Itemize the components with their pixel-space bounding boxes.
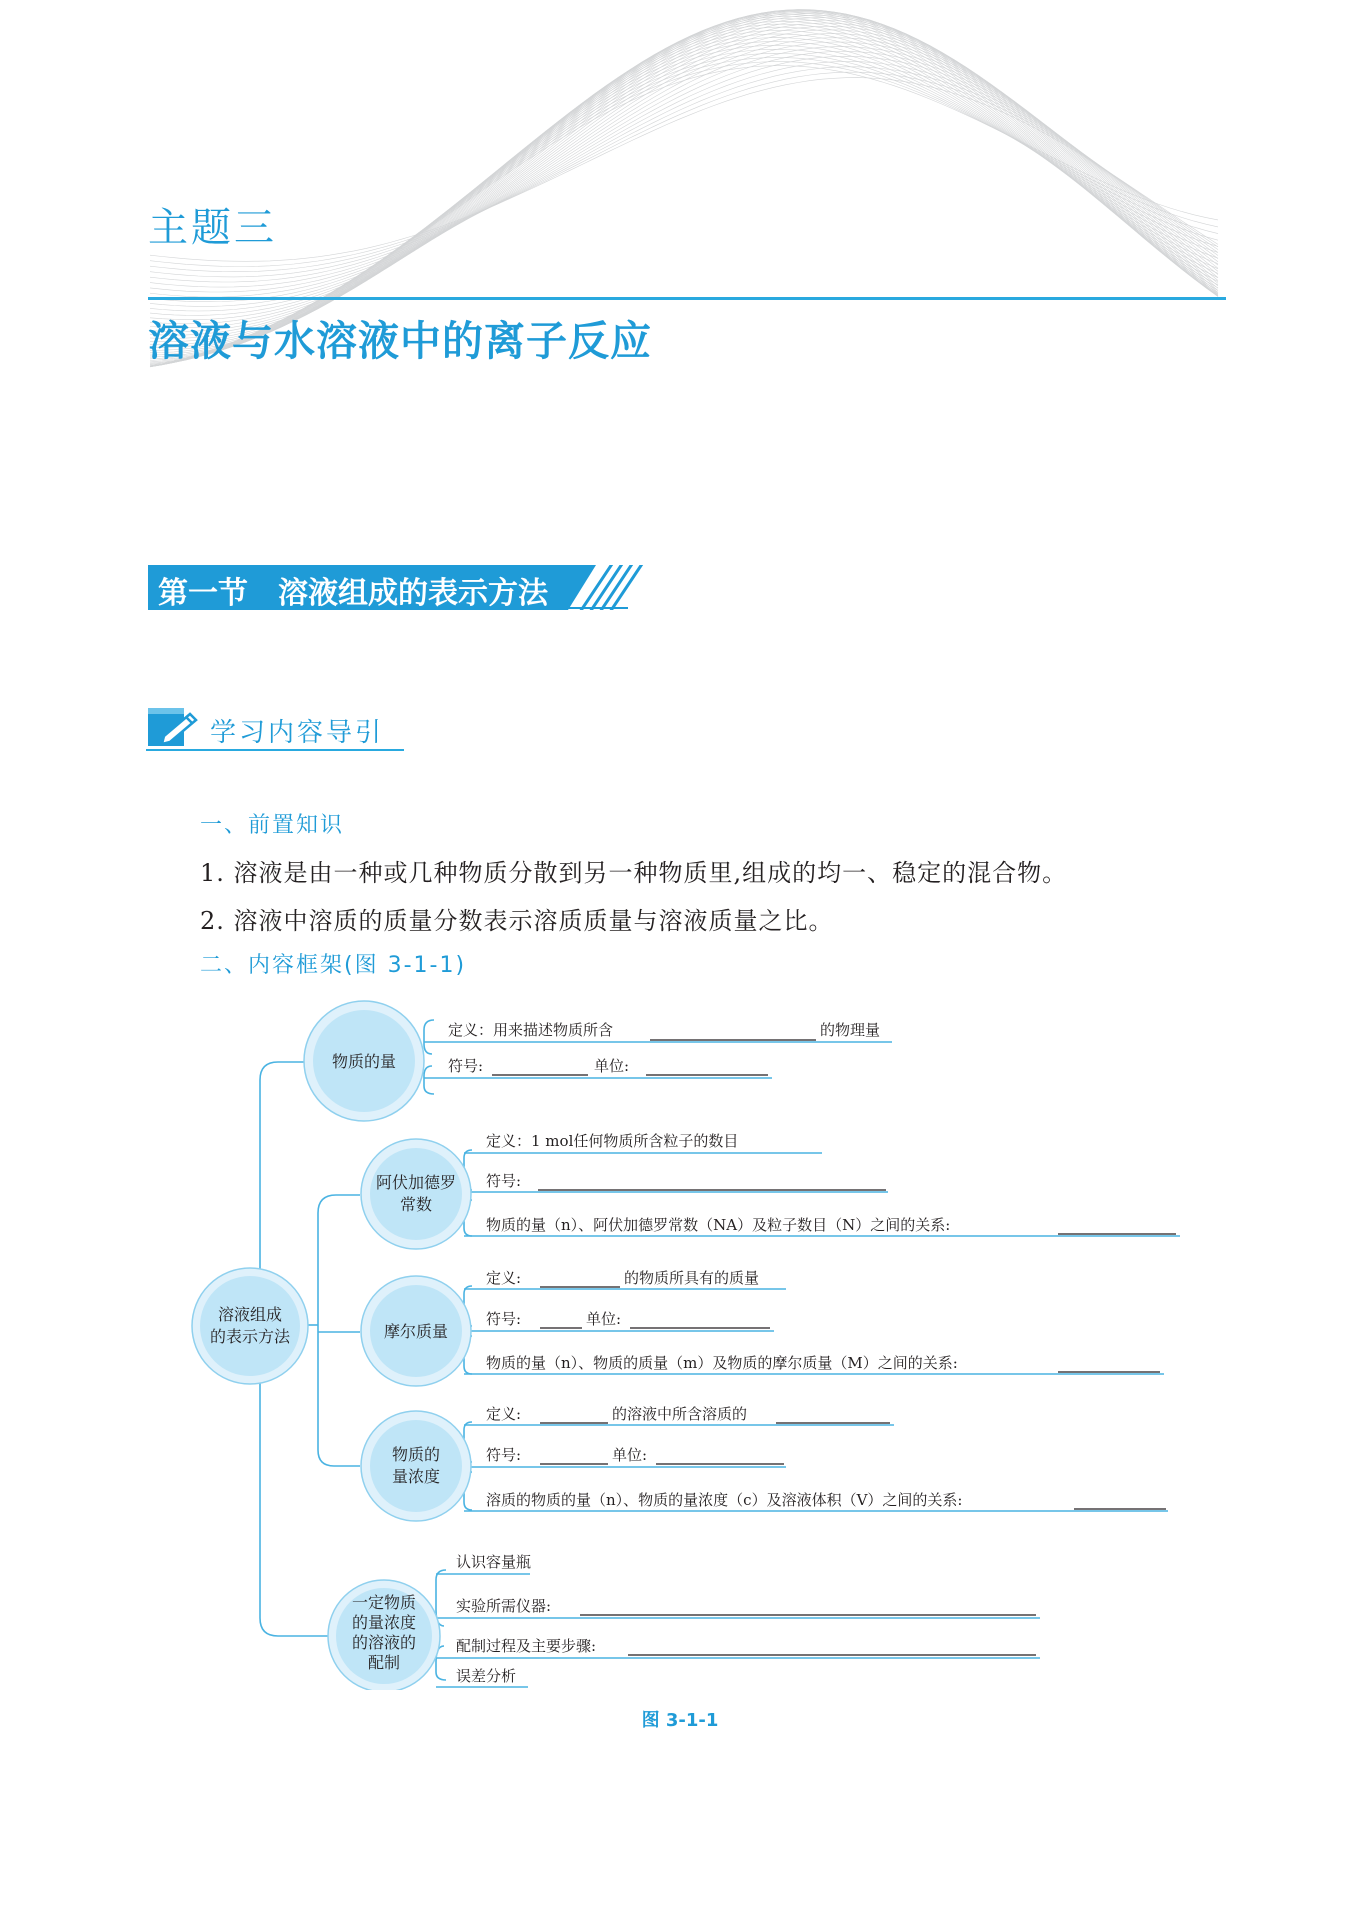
heading-content-framework: 二、内容框架(图 3-1-1): [200, 953, 467, 978]
node-avogadro-constant: [361, 1139, 471, 1249]
theme-label: 主题三: [148, 205, 277, 251]
n5-instruments: 实验所需仪器:: [456, 1597, 552, 1615]
heading-prior-knowledge: 一、前置知识: [200, 813, 345, 838]
guide-underline: [146, 749, 404, 751]
wave-decoration: [0, 0, 1360, 560]
n3-definition-b: 的物质所具有的质量: [624, 1269, 760, 1287]
node-2-line-2: 常数: [399, 1195, 433, 1214]
notebook-pencil-icon: [146, 706, 202, 750]
n1-definition-pre: 定义：用来描述物质所含: [448, 1021, 614, 1039]
node-amount-of-substance: [304, 1001, 424, 1121]
n2-symbol: 符号:: [486, 1172, 522, 1190]
node-molar-mass: [361, 1276, 471, 1386]
n4-definition-b: 的溶液中所含溶质的: [612, 1405, 748, 1423]
node-5-line-1: 一定物质: [351, 1593, 417, 1612]
paragraph-2: 2. 溶液中溶质的质量分数表示溶质质量与溶液质量之比。: [200, 907, 834, 935]
node-4-line-2: 量浓度: [391, 1467, 441, 1486]
node-5-line-4: 配制: [367, 1653, 401, 1672]
n3-symbol: 符号:: [486, 1310, 522, 1328]
node-5-line-3: 的溶液的: [351, 1633, 417, 1652]
node-2-line-1: 阿伏加德罗: [375, 1173, 457, 1192]
n2-relation: 物质的量（n）、阿伏加德罗常数（NA）及粒子数目（N）之间的关系:: [486, 1216, 951, 1234]
n3-definition-a: 定义:: [486, 1269, 522, 1287]
n4-symbol: 符号:: [486, 1446, 522, 1464]
n1-unit: 单位:: [594, 1057, 630, 1075]
paragraph-1: 1. 溶液是由一种或几种物质分散到另一种物质里,组成的均一、稳定的混合物。: [200, 859, 1068, 887]
node-3-label: 摩尔质量: [383, 1322, 449, 1341]
node-molar-concentration: [361, 1411, 471, 1521]
n2-definition: 定义：1 mol任何物质所含粒子的数目: [486, 1132, 739, 1150]
n5-error-analysis: 误差分析: [456, 1667, 517, 1685]
concept-map: [0, 990, 1360, 1690]
n1-definition-post: 的物理量: [820, 1021, 881, 1039]
n5-steps: 配制过程及主要步骤:: [456, 1637, 597, 1655]
n5-volumetric-flask: 认识容量瓶: [456, 1553, 532, 1571]
node-root: [192, 1268, 308, 1384]
n3-relation: 物质的量（n）、物质的质量（m）及物质的摩尔质量（M）之间的关系:: [486, 1354, 958, 1372]
n4-definition-a: 定义:: [486, 1405, 522, 1423]
node-4-line-1: 物质的: [391, 1445, 441, 1464]
node-root-line-1: 溶液组成: [217, 1305, 283, 1324]
node-5-line-2: 的量浓度: [351, 1613, 417, 1632]
node-solution-preparation: [328, 1580, 440, 1690]
n4-relation: 溶质的物质的量（n）、物质的量浓度（c）及溶液体积（V）之间的关系:: [486, 1491, 963, 1509]
node-1-label: 物质的量: [331, 1052, 397, 1071]
n4-unit: 单位:: [612, 1446, 648, 1464]
n3-unit: 单位:: [586, 1310, 622, 1328]
theme-divider: [148, 297, 1226, 300]
figure-caption: 图 3-1-1: [641, 1710, 719, 1731]
theme-title: 溶液与水溶液中的离子反应: [148, 317, 652, 365]
section-title: 第一节 溶液组成的表示方法: [158, 576, 548, 611]
guide-title: 学习内容导引: [210, 718, 385, 748]
n1-symbol: 符号:: [448, 1057, 484, 1075]
node-root-line-2: 的表示方法: [209, 1327, 291, 1346]
